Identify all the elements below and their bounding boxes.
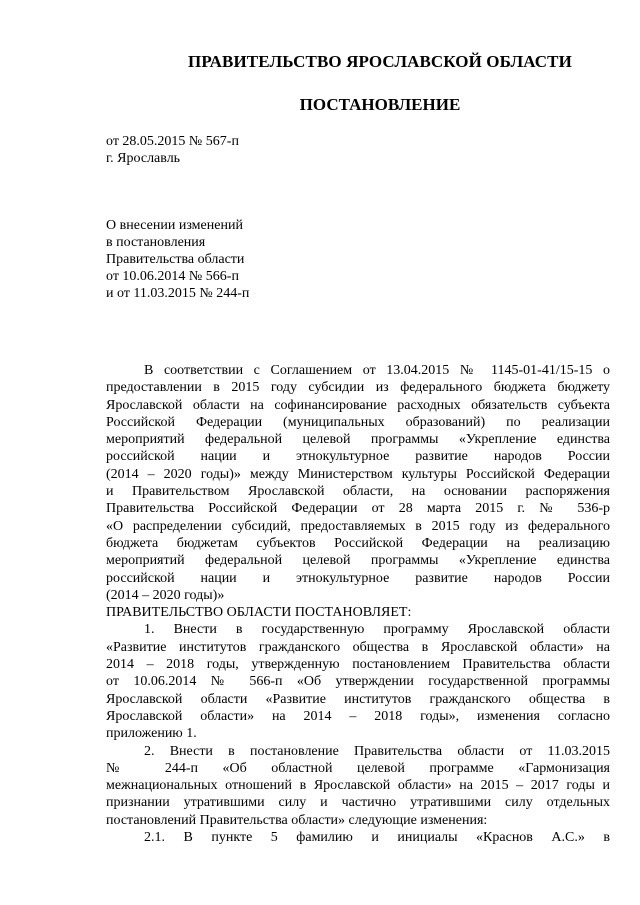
subject-line: О внесении изменений [106,218,243,233]
subject-line: от 10.06.2014 № 566-п [106,269,239,284]
text-line: 2014 – 2018 годы, утвержденную постановлением Правительства области [106,657,610,673]
text-line: российской нации и этнокультурное развитие народов России [106,449,610,465]
text-line: Ярославской области на софинансирование расходных обязательств субъекта [106,397,610,413]
text-line: мероприятий федеральной целевой программы «Укрепление единства [106,553,610,569]
text-line: и Правительством Ярославской области, на основании распоряжения [106,484,610,500]
text-line: Ярославской области «Развитие институтов гражданского общества в [106,691,610,707]
document-subject [106,217,249,302]
subject-line: и от 11.03.2015 № 244-п [106,286,250,301]
text-line: приложению 1. [106,726,197,742]
document-meta [106,133,239,167]
text-line: бюджета бюджетам субъектов Российской Федерации на реализацию [106,535,610,551]
item-1-paragraph [106,621,610,742]
text-line: В соответствии с Соглашением от 13.04.2015 № 1145-01-41/15-15 о [144,363,610,378]
document-type-title: ПОСТАНОВЛЕНИЕ [299,95,461,114]
preamble-paragraph [106,362,610,604]
text-line: предоставлении в 2015 году субсидии из федерального бюджета бюджету [106,380,610,396]
text-line: постановлений Правительства области» следующие изменения: [106,812,488,828]
org-title: ПРАВИТЕЛЬСТВО ЯРОСЛАВСКОЙ ОБЛАСТИ [188,52,572,71]
text-line: 2.1. В пункте 5 фамилию и инициалы «Краснов А.С.» в [144,830,610,846]
city: г. Ярославль [106,151,181,166]
text-line: мероприятий федеральной целевой программы «Укрепление единства [106,432,610,448]
text-line: (2014 – 2020 годы)» [106,587,225,603]
item-2-paragraph [106,743,610,829]
text-line: (2014 – 2020 годы)» между Министерством культуры Российской Федерации [106,466,610,482]
text-line: российской нации и этнокультурное развитие народов России [106,570,610,586]
text-line: Российской Федерации (муниципальных образований) по реализации [106,414,610,430]
document-body [106,362,610,846]
text-line: 2. Внести в постановление Правительства области от 11.03.2015 [144,743,610,759]
item-2-1-paragraph [106,829,610,846]
subject-line: Правительства области [106,252,245,267]
text-line: № 244-п «Об областной целевой программе «Гармонизация [106,760,610,776]
text-line: «О распределении субсидий, предоставляемых в 2015 году из федерального [106,518,610,534]
text-line: межнациональных отношений в Ярославской области» на 2015 – 2017 годы и [106,778,610,794]
text-line: признании утратившими силу и частично утратившими силу отдельных [106,795,610,811]
text-line: 1. Внести в государственную программу Ярославской области [144,622,610,638]
text-line: Правительства Российской Федерации от 28 марта 2015 г. № 536-р [106,501,610,517]
subject-line: в постановления [106,235,206,250]
text-line: «Развитие институтов гражданского общества в Ярославской области» на [106,639,610,655]
resolves-heading: ПРАВИТЕЛЬСТВО ОБЛАСТИ ПОСТАНОВЛЯЕТ: [106,605,412,621]
text-line: Ярославской области» на 2014 – 2018 годы», изменения согласно [106,708,610,724]
date-number: от 28.05.2015 № 567-п [106,134,239,149]
text-line: от 10.06.2014 № 566-п «Об утверждении государственной программы [106,674,610,690]
